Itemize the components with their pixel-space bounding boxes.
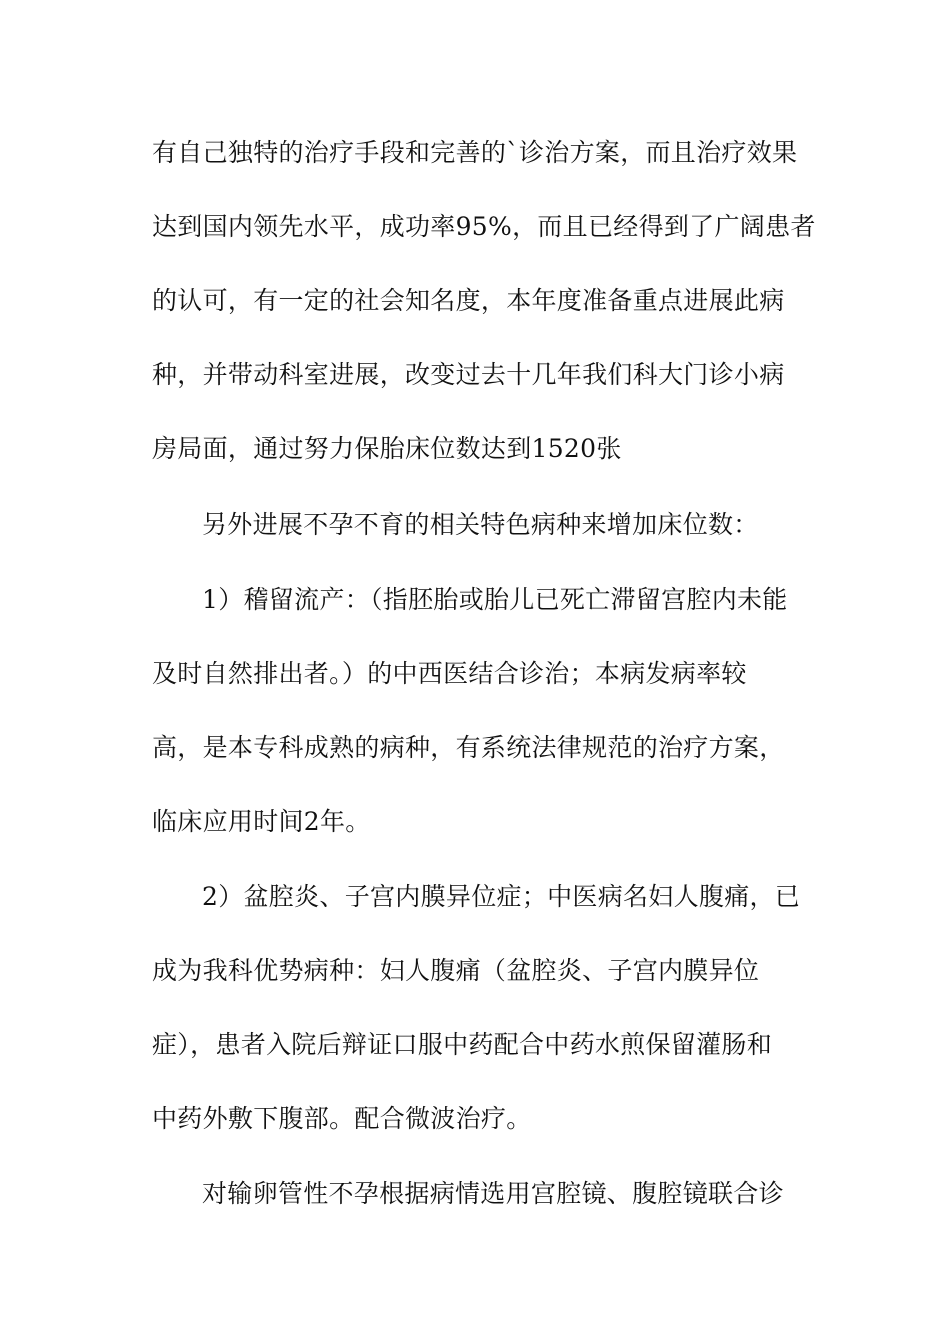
list-item-2-line: 2）盆腔炎、子宫内膜异位症；中医病名妇人腹痛，已: [202, 882, 801, 911]
paragraph-start-line: 另外进展不孕不育的相关特色病种来增加床位数：: [202, 510, 759, 539]
text-line: 达到国内领先水平，成功率95%，而且已经得到了广阔患者: [152, 212, 816, 241]
list-item-1-line: 1）稽留流产：（指胚胎或胎儿已死亡滞留宫腔内未能: [202, 585, 788, 614]
text-line: 临床应用时间2年。: [152, 807, 371, 836]
text-line: 中药外敷下腹部。配合微波治疗。: [152, 1104, 532, 1133]
text-line: 症），患者入院后辩证口服中药配合中药水煎保留灌肠和: [152, 1030, 773, 1059]
text-line: 种，并带动科室进展，改变过去十几年我们科大门诊小病: [152, 360, 785, 389]
text-line: 房局面，通过努力保胎床位数达到1520张: [152, 434, 622, 463]
text-line: 高，是本专科成熟的病种，有系统法律规范的治疗方案，: [152, 733, 785, 762]
text-line: 的认可，有一定的社会知名度，本年度准备重点进展此病: [152, 286, 785, 315]
text-line: 有自己独特的治疗手段和完善的`诊治方案，而且治疗效果: [152, 138, 798, 167]
paragraph-start-line: 对输卵管性不孕根据病情选用宫腔镜、腹腔镜联合诊: [202, 1179, 784, 1208]
text-line: 成为我科优势病种：妇人腹痛（盆腔炎、子宫内膜异位: [152, 956, 760, 985]
text-line: 及时自然排出者。）的中西医结合诊治；本病发病率较: [152, 659, 747, 688]
